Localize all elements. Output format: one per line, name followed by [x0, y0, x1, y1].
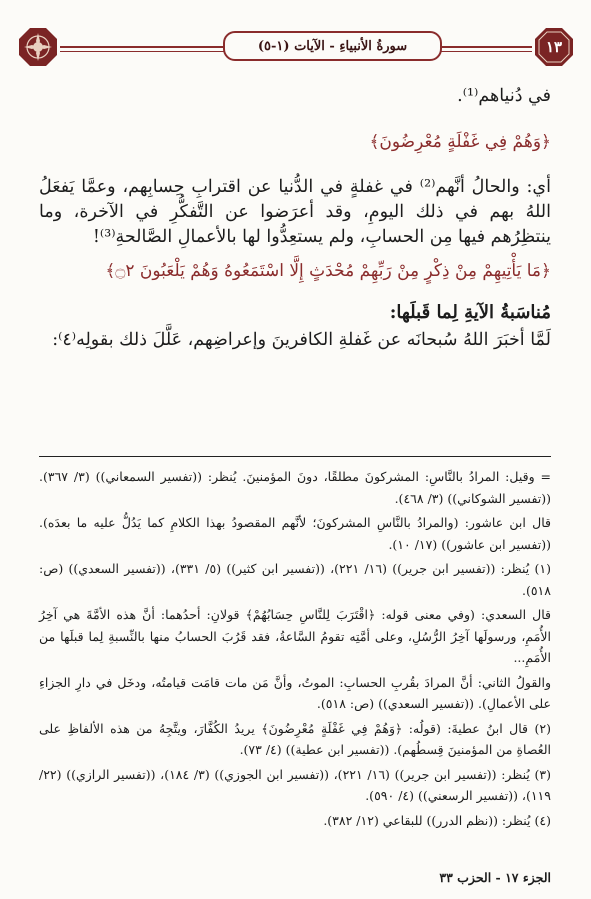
footnote-1: (١) يُنظر: ((تفسير ابن جرير)) (١٦/ ٢٢١)، ((تفسير ابن كثير)) (٥/ ٣٣١)، ((تفسير السعدي)) (ص: ٥١٨). [39, 561, 551, 598]
page-number-badge [534, 27, 574, 67]
page-number: ١٣ [545, 38, 563, 56]
page-title: سورةُ الأنبياءِ - الآيات (١-٥) [223, 31, 442, 61]
header-ornament [18, 27, 58, 67]
footnote-text: قال ابن عاشور: (والمرادُ بالنَّاسِ المشركونَ؛ لأنَّهم المقصودُ بهذا الكلامِ كما يَدُلُّ عليه ما بعدَه). ((تفسير ابن عاشور)) (١٧/ ١٠). [39, 515, 551, 552]
page-footer: الجزء ١٧ - الحزب ٣٣ [439, 870, 551, 885]
footnote-text: قال السعدي: (وفي معنى قوله: ﴿اقْتَرَبَ لِلنَّاسِ حِسَابُهُمْ﴾ قولانِ: أحدُهما: أنَّ هذه الأمَّةَ هي آخِرُ الأُمَمِ، ورسولَها آخِرُ الرُّسُلِ، وعلى أمَّتِه تقومُ السَّاعةُ، فقد قَرُبَ الحسابُ منها بالنِّسبةِ لِما قبلَها من الأُمَمِ... [39, 607, 551, 665]
footnote-4: (٤) يُنظر: ((نظم الدرر)) للبقاعي (١٢/ ٣٨٢). [323, 812, 551, 828]
footnote-text: والقولُ الثاني: أنَّ المرادَ بقُربِ الحسابِ: الموتُ، وأنَّ مَن مات قامَت قيامتُه، ودخَل في دارِ الجزاءِ على الأعمالِ). ((تفسير السعدي)) (ص: ٥١٨). [39, 674, 552, 711]
main-text [39, 80, 551, 353]
paragraph-intro: في دُنياهم⁽¹⁾. [457, 86, 551, 106]
paragraph-tafsir: أي: والحالُ أنَّهم⁽²⁾ في غفلةٍ في الدُّنيا عن اقترابِ حِسابِهم، وعمَّا يَفعَلُ اللهُ بهم في ذلك اليومِ، وقد أعرَضوا عن التَّفكُّرِ في الآخرة، وما ينتظِرُهم فيها مِن الحسابِ، ولم يستعِدُّوا لها بالأعمالِ الصَّالحةِ⁽³⁾! [39, 177, 551, 247]
quran-verse-2: ﴿مَا يَأْتِيهِمْ مِنْ ذِكْرٍ مِنْ رَبِّهِمْ مُحْدَثٍ إِلَّا اسْتَمَعُوهُ وَهُمْ يَلْعَبُونَ ۝٢﴾ [105, 261, 551, 281]
footnote-3: (٣) يُنظر: ((تفسير ابن جرير)) (١٦/ ٢٢١)، ((تفسير ابن الجوزي)) (٣/ ١٨٤)، ((تفسير الرازي)) (٢٢/ ١١٩)، ((تفسير الرسعني)) (٤/ ٥٩٠). [39, 766, 551, 803]
footnote-2: (٢) قال ابنُ عطيةَ: (قولُه: ﴿وَهُمْ فِي غَفْلَةٍ مُعْرِضُونَ﴾ يريدُ الكُفَّارَ، ويتَّجِهُ من هذه الألفاظِ على العُصاةِ من المؤمنينَ قِسطُهم). ((تفسير ابن عطية)) (٤/ ٧٣). [39, 720, 551, 757]
section-heading: مُناسَبةُ الآيةِ لِما قَبلَها: [389, 302, 551, 323]
quran-verse-1: ﴿وَهُمْ فِي غَفْلَةٍ مُعْرِضُونَ﴾ [369, 132, 551, 152]
page-header [18, 27, 574, 67]
paragraph-relevance: لَمَّا أخبَرَ اللهُ سُبحانَه عن غَفلةِ الكافرينَ وإعراضِهم، عَلَّلَ ذلك بقولِه⁽٤⁾: [52, 330, 551, 350]
footnote-separator [39, 456, 551, 457]
footnote-continuation: = وقيل: المرادُ بالنَّاسِ: المشركونَ مطلقًا، دونَ المؤمنينَ. يُنظر: ((تفسير السمعاني)) (٣/ ٣٦٧). ((تفسير الشوكاني)) (٣/ ٤٦٨). [39, 469, 552, 506]
footnotes [39, 466, 551, 834]
rosette-ornament-icon [18, 27, 58, 67]
